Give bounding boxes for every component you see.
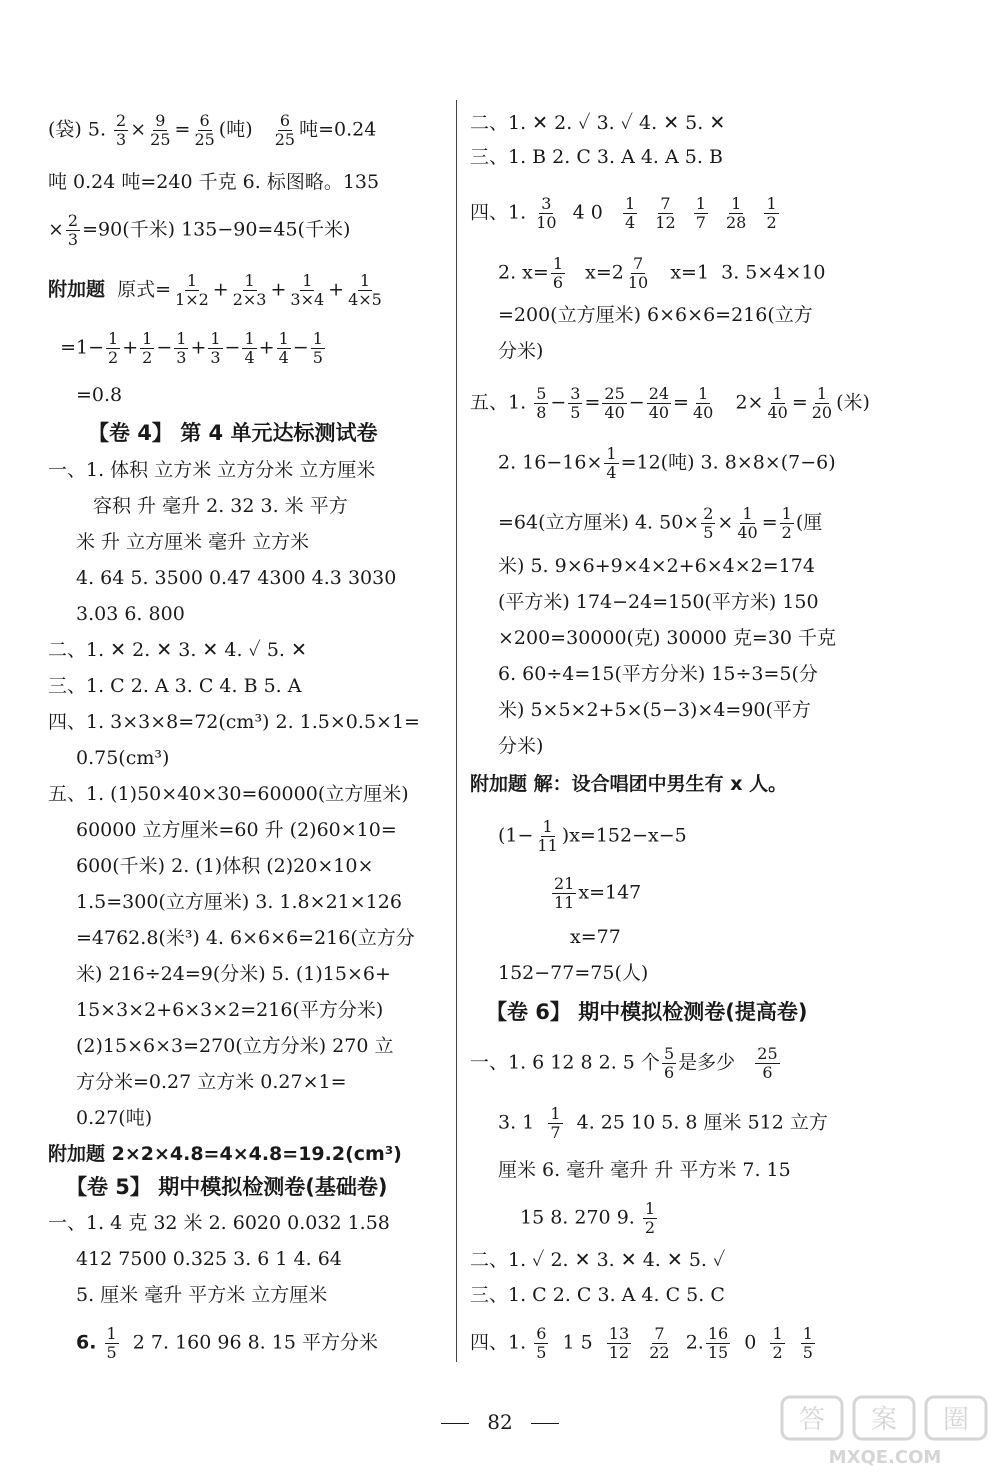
- answer-line: (袋) 5. $\frac{2}{3}$ × $\frac{9}{25}$ = $\frac{6}{25}$ (吨) $\frac{6}{25}$ 吨=0.24: [48, 111, 377, 149]
- answer-line: × $\frac{2}{3}$ =90(千米) 135−90=45(千米): [48, 211, 351, 249]
- svg-text:MXQE.COM: MXQE.COM: [828, 1447, 942, 1468]
- answer-line: 附加题 解：设合唱团中男生有 x 人。: [470, 773, 788, 795]
- answer-line: 0.27(吨): [76, 1107, 153, 1129]
- answer-line: x=77: [570, 926, 621, 948]
- answer-line: 3. 1 $\frac{1}{7}$ 4. 25 10 5. 8 厘米 512 立方: [498, 1104, 828, 1142]
- answer-line: 1.5=300(立方厘米) 3. 1.8×21×126: [76, 891, 402, 913]
- answer-line: 6. 60÷4=15(平方分米) 15÷3=5(分: [498, 663, 818, 685]
- answer-line: 四、1. 3×3×8=72(cm³) 2. 1.5×0.5×1=: [48, 711, 420, 733]
- answer-line: 3.03 6. 800: [76, 603, 185, 625]
- answer-line: 米) 5. 9×6+9×4×2+6×4×2=174: [498, 555, 815, 577]
- page-number: 82: [0, 1410, 1000, 1434]
- answer-line: 60000 立方厘米=60 升 (2)60×10=: [76, 819, 397, 841]
- answer-line: 附加题 原式= $\frac{1}{1\times 2}$ + $\frac{1}{2\times 3}$ + $\frac{1}{3\times 4}$ + $\frac{1}{4\times 5}$: [48, 271, 382, 309]
- answer-line: 吨 0.24 吨=240 千克 6. 标图略。135: [48, 171, 380, 193]
- answer-line: 附加题 2×2×4.8=4×4.8=19.2(cm³): [48, 1143, 402, 1165]
- answer-line: 15 8. 270 9. $\frac{1}{2}$: [520, 1199, 656, 1237]
- answer-line: 二、1. ✓ 2. ✕ 3. ✕ 4. ✕ 5. ✓: [470, 1249, 726, 1271]
- answer-line: 米) 216÷24=9(分米) 5. (1)15×6+: [76, 963, 391, 985]
- answer-line: 米) 5×5×2+5×(5−3)×4=90(平方: [498, 699, 811, 721]
- section-heading: 【卷 6】 期中模拟检测卷(提高卷): [486, 1000, 808, 1024]
- svg-text:圈: 圈: [942, 1405, 970, 1435]
- watermark-logo: [780, 1395, 995, 1470]
- answer-line: 二、1. ✕ 2. ✕ 3. ✕ 4. ✓ 5. ✕: [48, 639, 307, 661]
- svg-text:案: 案: [870, 1405, 898, 1435]
- answer-line: 15×3×2+6×3×2=216(平方分米): [76, 999, 384, 1021]
- answer-line: 容积 升 毫升 2. 32 3. 米 平方: [93, 495, 348, 517]
- column-divider: [456, 100, 457, 1362]
- answer-line: =200(立方厘米) 6×6×6=216(立方: [498, 304, 813, 326]
- svg-text:答: 答: [798, 1405, 826, 1435]
- answer-line: 600(千米) 2. (1)体积 (2)20×10×: [76, 855, 374, 877]
- answer-line: =4762.8(米³) 4. 6×6×6=216(立方分: [76, 927, 415, 949]
- answer-line: 米 升 立方厘米 毫升 立方米: [76, 531, 310, 553]
- answer-line: 三、1. C 2. C 3. A 4. C 5. C: [470, 1284, 725, 1306]
- answer-line: 厘米 6. 毫升 毫升 升 平方米 7. 15: [498, 1159, 791, 1181]
- answer-line: 五、1. $\frac{5}{8}$ − $\frac{3}{5}$ = $\frac{25}{40}$ − $\frac{24}{40}$ = $\frac{1}{40}$ 2× $\frac{1}{40}$ = $\frac{1}{20}$ (米): [470, 384, 870, 422]
- answer-line: (2)15×6×3=270(立方分米) 270 立: [76, 1035, 394, 1057]
- answer-line: 152−77=75(人): [498, 962, 649, 984]
- answer-line: 4. 64 5. 3500 0.47 4300 4.3 3030: [76, 567, 397, 589]
- answer-line: 一、1. 4 克 32 米 2. 6020 0.032 1.58: [48, 1212, 390, 1234]
- answer-line: (平方米) 174−24=150(平方米) 150: [498, 591, 819, 613]
- answer-line: 412 7500 0.325 3. 6 1 4. 64: [76, 1248, 342, 1270]
- answer-line: 方分米=0.27 立方米 0.27×1=: [76, 1071, 347, 1093]
- answer-line: =0.8: [76, 384, 123, 406]
- answer-line: =64(立方厘米) 4. 50× $\frac{2}{5}$ × $\frac{1}{40}$ = $\frac{1}{2}$ (厘: [498, 504, 823, 542]
- answer-line: 四、1. $\frac{3}{10}$ 4 0 $\frac{1}{4}$ $\frac{7}{12}$ $\frac{1}{7}$ $\frac{1}{28}$ $\frac{1}{2}$: [470, 194, 777, 232]
- answer-line: (1− $\frac{1}{11}$ )x=152−x−5: [498, 817, 687, 855]
- answer-line: =1− $\frac{1}{2}$ + $\frac{1}{2}$ − $\frac{1}{3}$ + $\frac{1}{3}$ − $\frac{1}{4}$ + $\frac{1}{4}$ − $\frac{1}{5}$: [60, 329, 323, 367]
- answer-line: 5. 厘米 毫升 平方米 立方厘米: [76, 1284, 328, 1306]
- answer-line: 分米): [498, 340, 544, 362]
- answer-line: 二、1. ✕ 2. ✓ 3. ✓ 4. ✕ 5. ✕: [470, 112, 726, 134]
- answer-line: 2. 16−16× $\frac{1}{4}$ =12(吨) 3. 8×8×(7−6): [498, 444, 836, 482]
- answer-line: 五、1. (1)50×40×30=60000(立方厘米): [48, 783, 409, 805]
- answer-line: 2. x= $\frac{1}{6}$ x=2 $\frac{7}{10}$ x=1 3. 5×4×10: [498, 254, 826, 292]
- answer-line: 分米): [498, 735, 544, 757]
- answer-line: ×200=30000(克) 30000 克=30 千克: [498, 627, 837, 649]
- section-heading: 【卷 5】 期中模拟检测卷(基础卷): [66, 1175, 388, 1199]
- answer-line: 0.75(cm³): [76, 747, 170, 769]
- answer-line: 6. $\frac{1}{5}$ 2 7. 160 96 8. 15 平方分米: [76, 1324, 378, 1362]
- answer-line: 三、1. B 2. C 3. A 4. A 5. B: [470, 146, 723, 168]
- answer-line: 一、1. 6 12 8 2. 5 个 $\frac{5}{6}$ 是多少 $\frac{25}{6}$: [470, 1044, 778, 1082]
- answer-line: $\frac{21}{11}$ x=147: [554, 874, 642, 912]
- section-heading: 【卷 4】 第 4 单元达标测试卷: [88, 421, 378, 445]
- answer-line: 四、1. $\frac{6}{5}$ 1 5 $\frac{13}{12}$ $\frac{7}{22}$ 2. $\frac{16}{15}$ 0 $\frac{1}{2}$ $\frac{1}{5}$: [470, 1324, 813, 1362]
- answer-line: 三、1. C 2. A 3. C 4. B 5. A: [48, 675, 302, 697]
- answer-line: 一、1. 体积 立方米 立方分米 立方厘米: [48, 459, 376, 481]
